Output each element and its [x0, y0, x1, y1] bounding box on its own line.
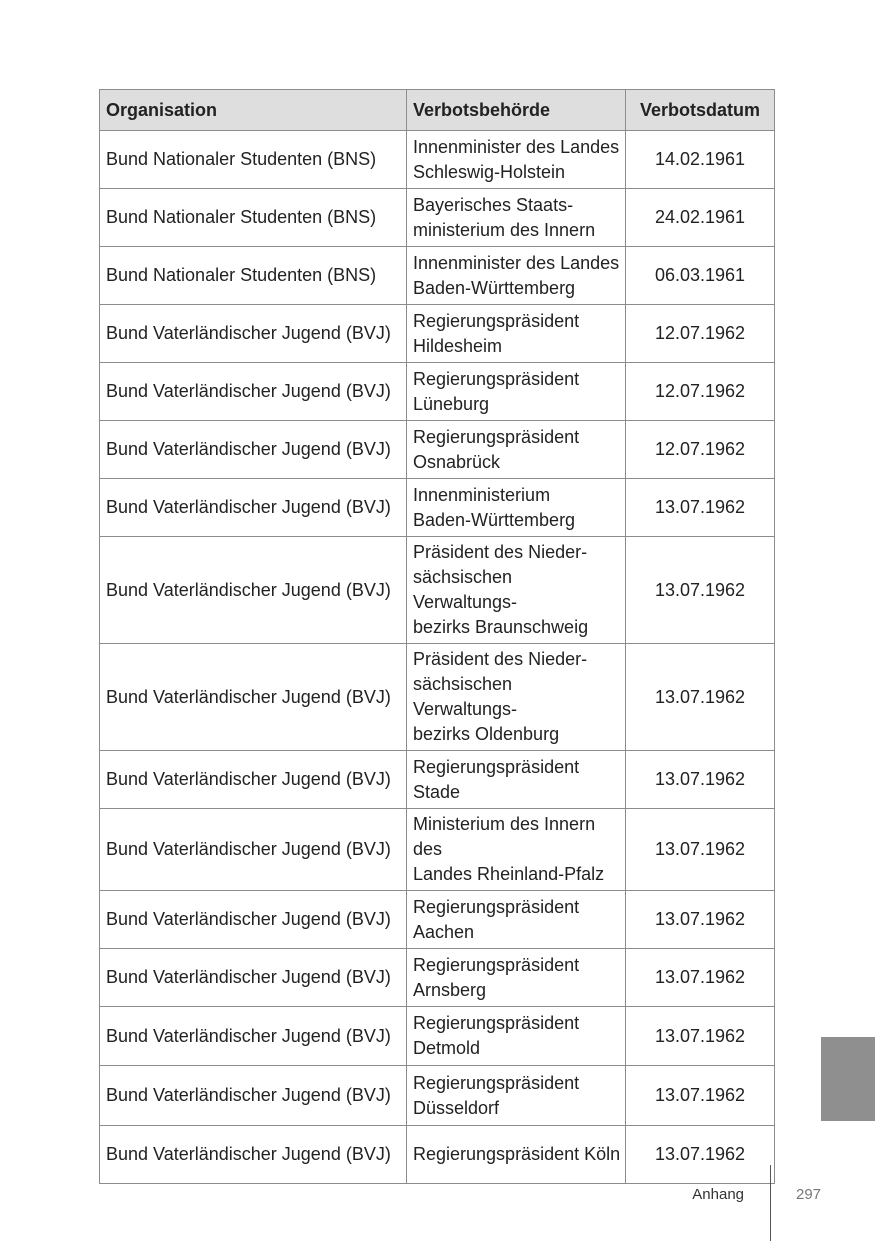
authority-line: Landes Rheinland-Pfalz [413, 864, 605, 884]
cell-organisation: Bund Vaterländischer Jugend (BVJ) [100, 644, 407, 751]
cell-authority [407, 644, 626, 751]
cell-authority [407, 537, 626, 644]
ban-table-container [99, 89, 773, 1184]
cell-date: 13.07.1962 [626, 949, 775, 1007]
cell-date: 06.03.1961 [626, 247, 775, 305]
cell-organisation: Bund Vaterländischer Jugend (BVJ) [100, 363, 407, 421]
authority-line: Detmold [413, 1038, 481, 1058]
cell-authority [407, 189, 626, 247]
footer-divider [770, 1165, 771, 1241]
authority-line: Baden-Württemberg [413, 509, 576, 530]
cell-authority [407, 131, 626, 189]
cell-authority [407, 891, 626, 949]
table-row [100, 891, 775, 949]
footer-section-label: Anhang [692, 1186, 744, 1203]
cell-authority [407, 1126, 626, 1184]
authority-line: Arnsberg [413, 979, 487, 1000]
authority-line: Regierungspräsident [413, 310, 580, 331]
authority-line: Schleswig-Holstein [413, 161, 566, 182]
cell-date: 13.07.1962 [626, 751, 775, 809]
cell-date: 12.07.1962 [626, 305, 775, 363]
authority-line: Innenminister des Landes [413, 136, 620, 157]
authority-line: Baden-Württemberg [413, 277, 576, 298]
ban-table [99, 89, 775, 1184]
authority-line: Innenminister des Landes [413, 252, 620, 273]
cell-organisation: Bund Nationaler Studenten (BNS) [100, 189, 407, 247]
authority-line: bezirks Braunschweig [413, 617, 589, 637]
authority-line: bezirks Oldenburg [413, 724, 560, 744]
cell-authority [407, 421, 626, 479]
cell-organisation: Bund Nationaler Studenten (BNS) [100, 131, 407, 189]
table-row [100, 644, 775, 751]
cell-authority [407, 809, 626, 891]
cell-organisation: Bund Vaterländischer Jugend (BVJ) [100, 305, 407, 363]
table-row [100, 949, 775, 1007]
table-row [100, 363, 775, 421]
authority-line: Regierungspräsident [413, 1072, 580, 1093]
table-row [100, 1066, 775, 1126]
cell-date: 13.07.1962 [626, 1126, 775, 1184]
table-row [100, 305, 775, 363]
cell-authority [407, 1066, 626, 1126]
cell-authority [407, 949, 626, 1007]
table-row [100, 751, 775, 809]
column-header-date: Verbotsdatum [626, 90, 775, 131]
cell-date: 13.07.1962 [626, 537, 775, 644]
cell-authority [407, 751, 626, 809]
table-body [100, 131, 775, 1184]
cell-organisation: Bund Nationaler Studenten (BNS) [100, 247, 407, 305]
authority-line: Regierungspräsident Köln [413, 1144, 621, 1164]
authority-line: Bayerisches Staats- [413, 194, 574, 215]
cell-date: 13.07.1962 [626, 644, 775, 751]
cell-organisation: Bund Vaterländischer Jugend (BVJ) [100, 1066, 407, 1126]
table-row [100, 1126, 775, 1184]
cell-date: 13.07.1962 [626, 809, 775, 891]
authority-line: ministerium des Innern [413, 219, 596, 240]
column-header-organisation: Organisation [100, 90, 407, 131]
cell-authority [407, 247, 626, 305]
column-header-authority: Verbotsbehörde [407, 90, 626, 131]
chapter-thumb-tab [821, 1037, 875, 1121]
cell-organisation: Bund Vaterländischer Jugend (BVJ) [100, 751, 407, 809]
page-number: 297 [796, 1186, 822, 1203]
table-row [100, 131, 775, 189]
cell-authority [407, 305, 626, 363]
cell-date: 13.07.1962 [626, 479, 775, 537]
authority-line: sächsischen Verwaltungs- [413, 674, 518, 719]
table-row [100, 189, 775, 247]
cell-organisation: Bund Vaterländischer Jugend (BVJ) [100, 537, 407, 644]
cell-date: 14.02.1961 [626, 131, 775, 189]
authority-line: Präsident des Nieder- [413, 649, 588, 669]
cell-date: 12.07.1962 [626, 421, 775, 479]
table-row [100, 1007, 775, 1066]
authority-line: Stade [413, 781, 461, 802]
table-row [100, 479, 775, 537]
table-row [100, 537, 775, 644]
authority-line: sächsischen Verwaltungs- [413, 567, 518, 612]
authority-line: Präsident des Nieder- [413, 542, 588, 562]
cell-organisation: Bund Vaterländischer Jugend (BVJ) [100, 891, 407, 949]
cell-organisation: Bund Vaterländischer Jugend (BVJ) [100, 1126, 407, 1184]
authority-line: Regierungspräsident [413, 1013, 580, 1033]
cell-organisation: Bund Vaterländischer Jugend (BVJ) [100, 1007, 407, 1066]
cell-authority [407, 1007, 626, 1066]
table-row [100, 247, 775, 305]
cell-organisation: Bund Vaterländischer Jugend (BVJ) [100, 479, 407, 537]
authority-line: Osnabrück [413, 451, 501, 472]
cell-organisation: Bund Vaterländischer Jugend (BVJ) [100, 949, 407, 1007]
authority-line: Regierungspräsident [413, 954, 580, 975]
cell-date: 13.07.1962 [626, 891, 775, 949]
cell-authority [407, 363, 626, 421]
authority-line: Regierungspräsident [413, 756, 580, 777]
authority-line: Aachen [413, 921, 475, 942]
authority-line: Düsseldorf [413, 1097, 500, 1118]
cell-date: 13.07.1962 [626, 1007, 775, 1066]
cell-organisation: Bund Vaterländischer Jugend (BVJ) [100, 421, 407, 479]
cell-date: 24.02.1961 [626, 189, 775, 247]
table-header-row [100, 90, 775, 131]
authority-line: Regierungspräsident [413, 896, 580, 917]
cell-date: 13.07.1962 [626, 1066, 775, 1126]
authority-line: Innenministerium [413, 484, 551, 505]
table-row [100, 809, 775, 891]
cell-authority [407, 479, 626, 537]
authority-line: Lüneburg [413, 393, 490, 414]
table-row [100, 421, 775, 479]
authority-line: Regierungspräsident [413, 368, 580, 389]
cell-organisation: Bund Vaterländischer Jugend (BVJ) [100, 809, 407, 891]
authority-line: Ministerium des Innern des [413, 814, 596, 859]
authority-line: Regierungspräsident [413, 426, 580, 447]
authority-line: Hildesheim [413, 335, 503, 356]
cell-date: 12.07.1962 [626, 363, 775, 421]
